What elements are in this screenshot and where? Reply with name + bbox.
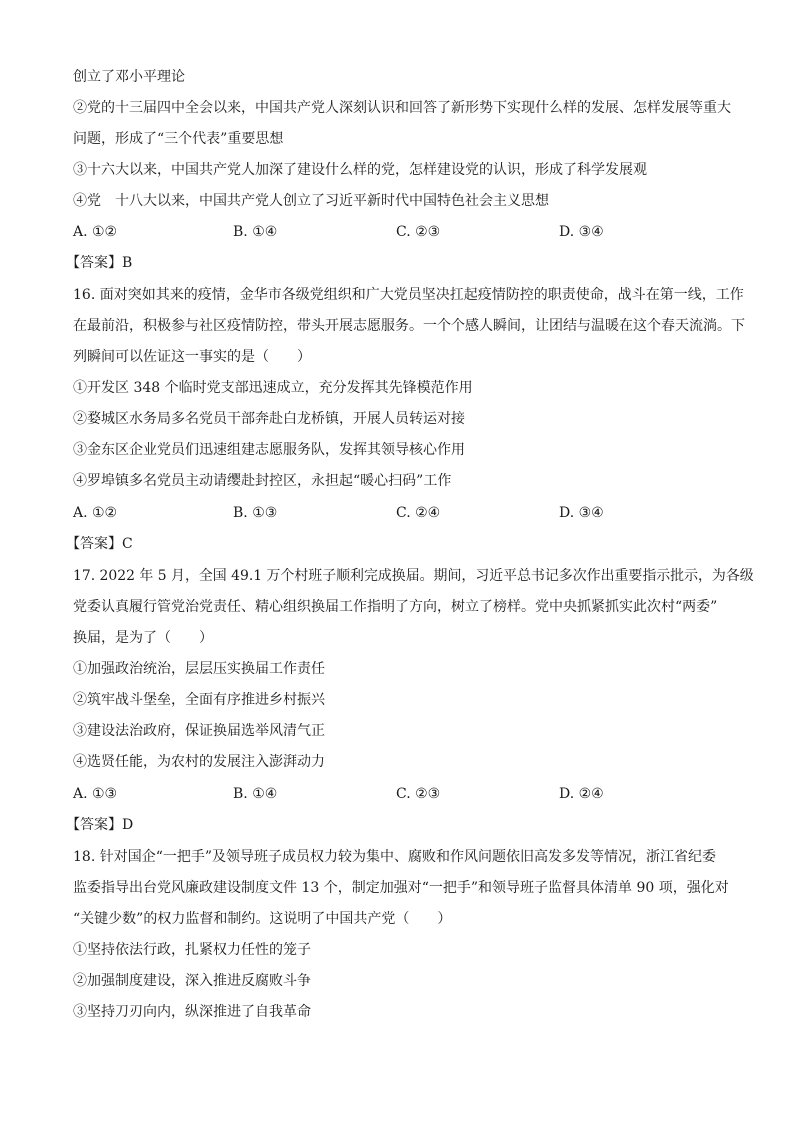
q15-answer: 【答案】B — [66, 255, 133, 271]
q17-answer: 【答案】D — [66, 817, 134, 833]
q18-line-1: 18. 针对国企“一把手”及领导班子成员权力较为集中、腐败和作风问题依旧高发多发等情况，浙江省纪委 — [73, 849, 717, 865]
q16-line-1: 16. 面对突如其来的疫情，金华市各级党组织和广大党员坚决扛起疫情防控的职责使命，战斗在第一线，工作 — [73, 287, 744, 303]
q18-line-3: “关键少数”的权力监督和制约。这说明了中国共产党（ ） — [73, 911, 452, 927]
q17-line-1: 17. 2022 年 5 月，全国 49.1 万个村班子顺利完成换届。期间，习近平总书记多次作出重要指示批示，为各级 — [73, 568, 754, 584]
q17-line-2: 党委认真履行管党治党责任、精心组织换届工作指明了方向，树立了榜样。党中央抓紧抓实此次村“两委” — [73, 599, 718, 615]
q16-line-4: ①开发区 348 个临时党支部迅速成立，充分发挥其先锋模范作用 — [73, 380, 473, 396]
q17-option-a: A. ①③ — [73, 786, 118, 802]
q18-line-5: ②加强制度建设，深入推进反腐败斗争 — [73, 973, 311, 989]
q17-option-b: B. ①④ — [233, 786, 278, 802]
q17-option-c: C. ②③ — [396, 786, 441, 802]
q15-line-1: 创立了邓小平理论 — [73, 69, 185, 85]
q16-option-c: C. ②④ — [396, 505, 441, 521]
q17-line-6: ③建设法治政府，保证换届选举风清气正 — [73, 723, 325, 739]
q15-option-c: C. ②③ — [396, 224, 441, 240]
q17-line-4: ①加强政治统治，层层压实换届工作责任 — [73, 661, 325, 677]
q16-line-7: ④罗埠镇多名党员主动请缨赴封控区，永担起“暖心扫码”工作 — [73, 473, 452, 489]
q18-line-6: ③坚持刀刃向内，纵深推进了自我革命 — [73, 1004, 311, 1020]
q15-option-d: D. ③④ — [559, 224, 604, 240]
q15-line-2: ②党的十三届四中全会以来，中国共产党人深刻认识和回答了新形势下实现什么样的发展、怎样发展等重大 — [73, 100, 731, 116]
q16-answer: 【答案】C — [66, 536, 133, 552]
q15-line-3: 问题，形成了“三个代表”重要思想 — [73, 131, 284, 147]
q15-option-a: A. ①② — [73, 224, 118, 240]
q17-line-5: ②筑牢战斗堡垒，全面有序推进乡村振兴 — [73, 692, 325, 708]
q17-line-7: ④选贤任能，为农村的发展注入澎湃动力 — [73, 754, 325, 770]
q16-line-2: 在最前沿，积极参与社区疫情防控，带头开展志愿服务。一个个感人瞬间，让团结与温暖在这个春天流淌。下 — [73, 318, 745, 334]
q16-line-5: ②婺城区水务局多名党员干部奔赴白龙桥镇，开展人员转运对接 — [73, 411, 465, 427]
q15-option-b: B. ①④ — [233, 224, 278, 240]
q16-option-b: B. ①③ — [233, 505, 278, 521]
q15-line-4: ③十六大以来，中国共产党人加深了建设什么样的党，怎样建设党的认识，形成了科学发展观 — [73, 162, 647, 178]
q16-line-6: ③金东区企业党员们迅速组建志愿服务队，发挥其领导核心作用 — [73, 442, 465, 458]
q16-line-3: 列瞬间可以佐证这一事实的是（ ） — [73, 349, 311, 365]
q15-line-5: ④党 十八大以来，中国共产党人创立了习近平新时代中国特色社会主义思想 — [73, 193, 549, 209]
q16-option-a: A. ①② — [73, 505, 118, 521]
q18-line-2: 监委指导出台党风廉政建设制度文件 13 个，制定加强对“一把手”和领导班子监督具体清单 90 项，强化对 — [73, 880, 729, 896]
q17-line-3: 换届，是为了（ ） — [73, 630, 213, 646]
q17-option-d: D. ②④ — [559, 786, 604, 802]
q16-option-d: D. ③④ — [559, 505, 604, 521]
q18-line-4: ①坚持依法行政，扎紧权力任性的笼子 — [73, 942, 311, 958]
